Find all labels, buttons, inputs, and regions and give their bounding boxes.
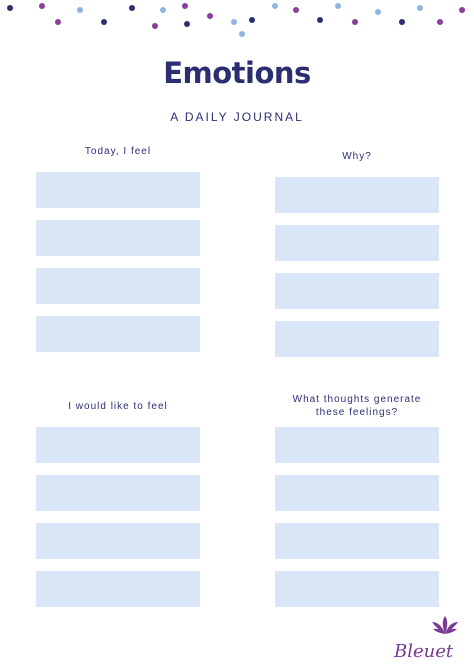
writing-box[interactable] [275, 273, 439, 309]
logo-text: Bleuet [394, 641, 454, 662]
section-label-why: Why? [342, 151, 372, 162]
writing-box[interactable] [36, 220, 200, 256]
page-subtitle: A DAILY JOURNAL [170, 110, 304, 124]
writing-box[interactable] [275, 475, 439, 511]
writing-box[interactable] [36, 316, 200, 352]
writing-box[interactable] [275, 321, 439, 357]
writing-box[interactable] [275, 225, 439, 261]
writing-box[interactable] [36, 475, 200, 511]
section-label-what-thoughts [275, 393, 439, 419]
writing-box[interactable] [36, 172, 200, 208]
confetti-dots-decoration [0, 0, 474, 45]
flower-icon [430, 614, 460, 636]
writing-box[interactable] [275, 571, 439, 607]
section-label-i-would-like-to-feel: I would like to feel [68, 401, 168, 412]
page-title: Emotions [163, 56, 311, 90]
bleuet-logo [394, 614, 464, 664]
writing-box[interactable] [36, 268, 200, 304]
writing-box[interactable] [275, 427, 439, 463]
section-label-line: these feelings? [315, 407, 399, 418]
writing-box[interactable] [36, 523, 200, 559]
writing-box[interactable] [275, 177, 439, 213]
writing-box[interactable] [36, 427, 200, 463]
section-label-line: What thoughts generate [292, 394, 422, 405]
writing-box[interactable] [36, 571, 200, 607]
writing-box[interactable] [275, 523, 439, 559]
section-label-today-i-feel: Today, I feel [84, 146, 152, 157]
